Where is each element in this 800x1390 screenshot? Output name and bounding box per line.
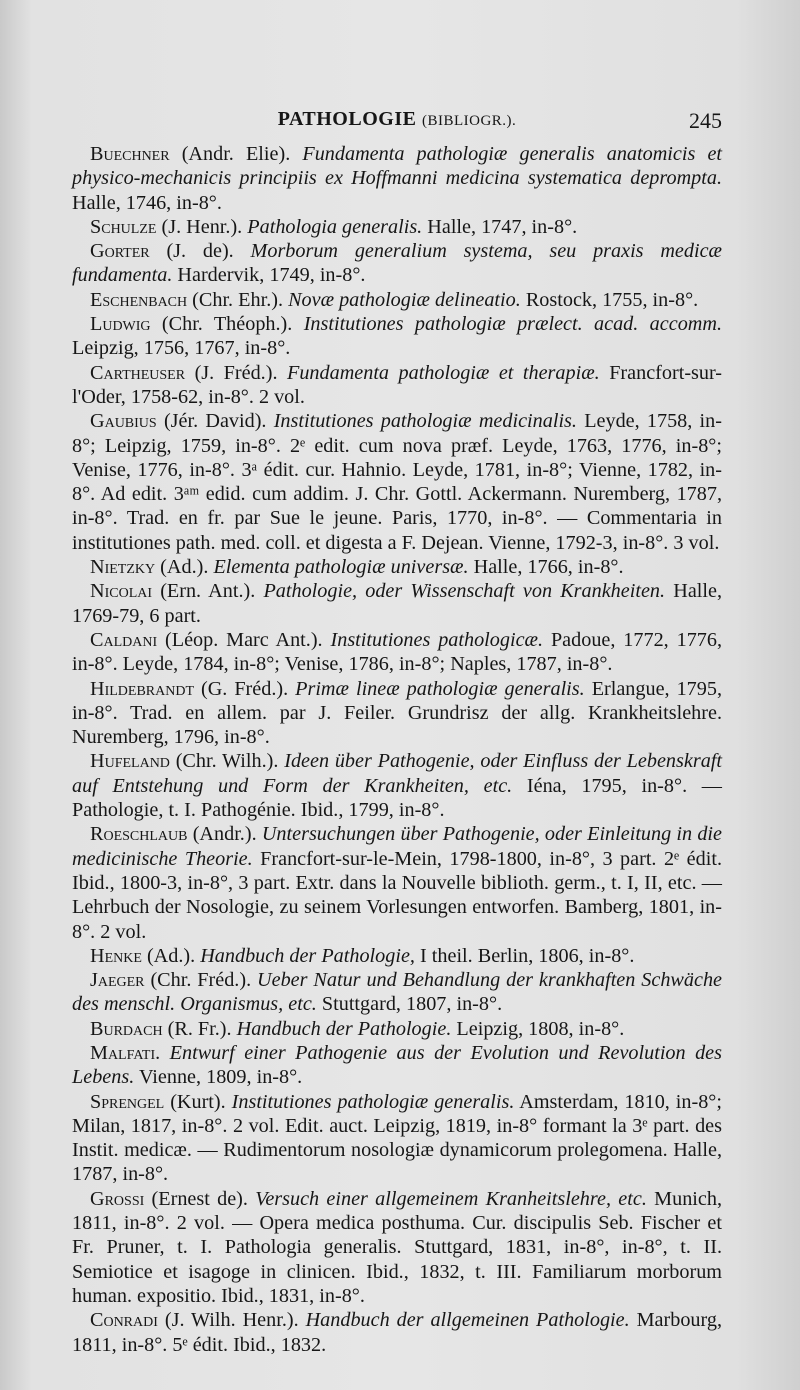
entry-details: (Chr. Théoph.). xyxy=(161,313,293,336)
entry-publication: Francfort-sur-le-Mein, 1798-1800, in-8°, 3 part. 2ᵉ édit. Ibid., 1800-3, in-8°, 3 part. Extr. dans la Nouvelle biblioth. germ., t. I, II, etc. — Lehrbuch der Nosologie, zu seinem Vorlesungen entworfen. Bamberg, 1801, in-8°. 2 vol. xyxy=(72,847,722,943)
entry-author: Hufeland xyxy=(90,750,170,773)
entry-author: Schulze xyxy=(90,215,157,238)
entry-author: Malfati. xyxy=(90,1041,161,1064)
entry-author: Caldani xyxy=(90,628,158,651)
bibliography-entry xyxy=(72,822,722,943)
entry-publication: Halle, 1769-79, 6 part. xyxy=(72,580,722,627)
entry-author: Gorter xyxy=(90,240,150,263)
entry-author: Cartheuser xyxy=(90,361,186,384)
entry-details: (J. de). xyxy=(166,240,234,263)
bibliography-entry xyxy=(72,1041,722,1090)
entry-author: Nicolai xyxy=(90,580,153,603)
entry-title: Pathologia generalis. xyxy=(247,215,423,238)
running-head xyxy=(72,108,722,131)
entry-author: Nietzky xyxy=(90,556,156,579)
entry-publication: Leyde, 1758, in-8°; Leipzig, 1759, in-8°. 2ᵉ edit. cum nova præf. Leyde, 1763, 1776, in-8°; Venise, 1776, in-8°. 3ᵃ édit. cur. Hahnio. Leyde, 1781, in-8°; Vienne, 1782, in-8°. Ad edit. 3ᵃᵐ edid. cum addim. J. Chr. Gottl. Ackermann. Nuremberg, 1787, in-8°. Trad. en fr. par Sue le jeune. Paris, 1770, in-8°. — Commentaria in institutiones path. med. coll. et digesta a F. Dejean. Vienne, 1792-3, in-8°. 3 vol. xyxy=(72,410,722,554)
entry-details: (R. Fr.). xyxy=(167,1017,232,1040)
entry-title: Untersuchungen über Pathogenie, oder Einleitung in die medicinische Theorie. xyxy=(72,823,723,870)
entry-title: Morborum generalium systema, seu praxis medicæ fundamenta. xyxy=(72,240,723,287)
entry-publication: Rostock, 1755, in-8°. xyxy=(525,288,699,311)
entry-publication: Hardervik, 1749, in-8°. xyxy=(177,264,366,287)
entry-details: (Chr. Fréd.). xyxy=(150,969,252,992)
entry-publication: Francfort-sur-l'Oder, 1758-62, in-8°. 2 vol. xyxy=(72,361,723,408)
bibliography-entry xyxy=(72,944,722,968)
entry-author: Roeschlaub xyxy=(90,823,188,846)
bibliography-entry xyxy=(72,1017,722,1041)
entry-title: Ueber Natur und Behandlung der krankhaften Schwäche des menschl. Organismus, etc. xyxy=(72,969,722,1016)
entry-title: Pathologie, oder Wissenschaft von Krankheiten. xyxy=(263,580,666,603)
entry-publication: Padoue, 1772, 1776, in-8°. Leyde, 1784, in-8°; Venise, 1786, in-8°; Naples, 1787, in-8°. xyxy=(72,628,723,676)
entry-title: Institutiones pathologiæ prælect. acad. accomm. xyxy=(303,313,722,336)
bibliography-entry xyxy=(72,1308,722,1357)
entry-details: (G. Fréd.). xyxy=(201,677,289,700)
entry-author: Buechner xyxy=(90,143,170,165)
entry-details: (Ernest de). xyxy=(151,1187,248,1210)
entry-publication: Marbourg, 1811, in-8°. 5ᵉ édit. Ibid., 1832. xyxy=(72,1309,723,1356)
entry-publication: Amsterdam, 1810, in-8°; Milan, 1817, in-8°. 2 vol. Edit. auct. Leipzig, 1819, in-8° formant la 3ᵉ part. des Instit. medicæ. — Rudimentorum nosologiæ dynamicorum prolegomena. Halle, 1787, in-8°. xyxy=(72,1090,722,1186)
entry-author: Gaubius xyxy=(90,410,157,433)
bibliography-entry xyxy=(72,288,722,312)
entry-author: Henke xyxy=(90,944,142,967)
entry-publication: Erlangue, 1795, in-8°. Trad. en allem. par J. Feiler. Grundrisz der allg. Krankheitslehre. Nuremberg, 1796, in-8°. xyxy=(72,677,723,749)
entry-title: Entwurf einer Pathogenie aus der Evolution und Revolution des Lebens. xyxy=(72,1041,723,1089)
entry-title: Handbuch der Pathologie, xyxy=(200,944,415,967)
entry-title: Primæ lineæ pathologiæ generalis. xyxy=(295,677,585,700)
entry-details: (Chr. Wilh.). xyxy=(175,750,279,773)
bibliography-entry xyxy=(72,361,722,410)
entry-author: Eschenbach xyxy=(90,288,188,311)
bibliography-entry xyxy=(72,749,722,822)
bibliography-entry xyxy=(72,215,722,239)
entry-title: Institutiones pathologiæ generalis. xyxy=(231,1090,515,1113)
entry-title: Ideen über Pathogenie, oder Einfluss der Lebenskraft auf Entstehung und Form der Krankheiten, etc. xyxy=(72,750,723,797)
entry-details: (Andr. Elie). xyxy=(181,143,291,165)
entry-publication: Munich, 1811, in-8°. 2 vol. — Opera medica posthuma. Cur. discipulis Seb. Fischer et Fr. Pruner, t. I. Pathologia generalis. Stuttgard, 1831, in-8°, in-8°, t. II. Semiotice et isagoge in clinicen. Ibid., 1832, t. III. Familiarum morborum human. expositio. Ibid., 1831, in-8°. xyxy=(72,1187,723,1307)
entry-details: (Ad.). xyxy=(146,944,196,967)
entry-publication: Halle, 1766, in-8°. xyxy=(473,556,624,579)
bibliography-entry xyxy=(72,677,722,750)
entry-author: Burdach xyxy=(90,1017,163,1040)
entry-title: Elementa pathologiæ universæ. xyxy=(213,556,469,579)
entry-title: Versuch einer allgemeinem Kranheitslehre, etc. xyxy=(255,1187,647,1210)
bibliography-list xyxy=(72,142,722,1357)
bibliography-entry xyxy=(72,409,722,555)
running-head-title: PATHOLOGIE xyxy=(277,108,417,130)
bibliography-entry xyxy=(72,555,722,579)
entry-publication: Leipzig, 1756, 1767, in-8°. xyxy=(72,337,291,360)
entry-details: (Ad.). xyxy=(160,556,209,579)
entry-title: Fundamenta pathologiæ generalis anatomicis et physico-mechanicis principiis ex Hoffmanni medicina systematica deprompta. xyxy=(72,143,723,190)
entry-publication: Leipzig, 1808, in-8°. xyxy=(456,1017,625,1040)
entry-title: Institutiones pathologiæ medicinalis. xyxy=(273,410,577,433)
entry-title: Novæ pathologiæ delineatio. xyxy=(288,288,521,311)
entry-publication: Vienne, 1809, in-8°. xyxy=(138,1066,303,1089)
entry-author: Jaeger xyxy=(90,969,145,992)
entry-author: Hildebrandt xyxy=(90,677,195,700)
entry-publication: Stuttgard, 1807, in-8°. xyxy=(321,993,503,1016)
bibliography-entry xyxy=(72,579,722,628)
page-number: 245 xyxy=(689,108,722,133)
entry-author: Grossi xyxy=(90,1187,145,1210)
bibliography-entry xyxy=(72,968,722,1017)
bibliography-entry xyxy=(72,628,722,677)
entry-author: Ludwig xyxy=(90,313,151,336)
entry-details: (J. Wilh. Henr.). xyxy=(164,1309,299,1332)
bibliography-entry xyxy=(72,312,722,361)
entry-details: (Ern. Ant.). xyxy=(160,580,256,603)
entry-publication: Halle, 1746, in-8°. xyxy=(72,191,222,214)
page-header xyxy=(72,108,722,138)
entry-title: Institutiones pathologicæ. xyxy=(330,628,544,651)
entry-author: Sprengel xyxy=(90,1090,165,1113)
entry-author: Conradi xyxy=(90,1309,158,1332)
entry-title: Handbuch der Pathologie. xyxy=(236,1017,452,1040)
entry-details: (Jér. David). xyxy=(163,410,267,433)
entry-publication: Iéna, 1795, in-8°. — Pathologie, t. I. Pathogénie. Ibid., 1799, in-8°. xyxy=(72,774,722,822)
entry-title: Fundamenta pathologiæ et therapiæ. xyxy=(286,361,600,384)
bibliography-entry xyxy=(72,142,722,215)
entry-title: Handbuch der allgemeinen Pathologie. xyxy=(305,1309,630,1332)
bibliography-entry xyxy=(72,1187,722,1308)
entry-details: (J. Henr.). xyxy=(161,215,243,238)
entry-details: (Kurt). xyxy=(170,1090,226,1113)
entry-details: (Andr.). xyxy=(192,823,257,846)
running-head-subtitle: (BIBLIOGR.). xyxy=(421,113,517,129)
entry-details: (Léop. Marc Ant.). xyxy=(165,628,323,651)
entry-details: (J. Fréd.). xyxy=(194,361,278,384)
bibliography-entry xyxy=(72,1090,722,1187)
entry-publication: Halle, 1747, in-8°. xyxy=(427,215,578,238)
entry-details: (Chr. Ehr.). xyxy=(192,288,284,311)
entry-publication: I theil. Berlin, 1806, in-8°. xyxy=(420,944,635,967)
bibliography-entry xyxy=(72,239,722,288)
